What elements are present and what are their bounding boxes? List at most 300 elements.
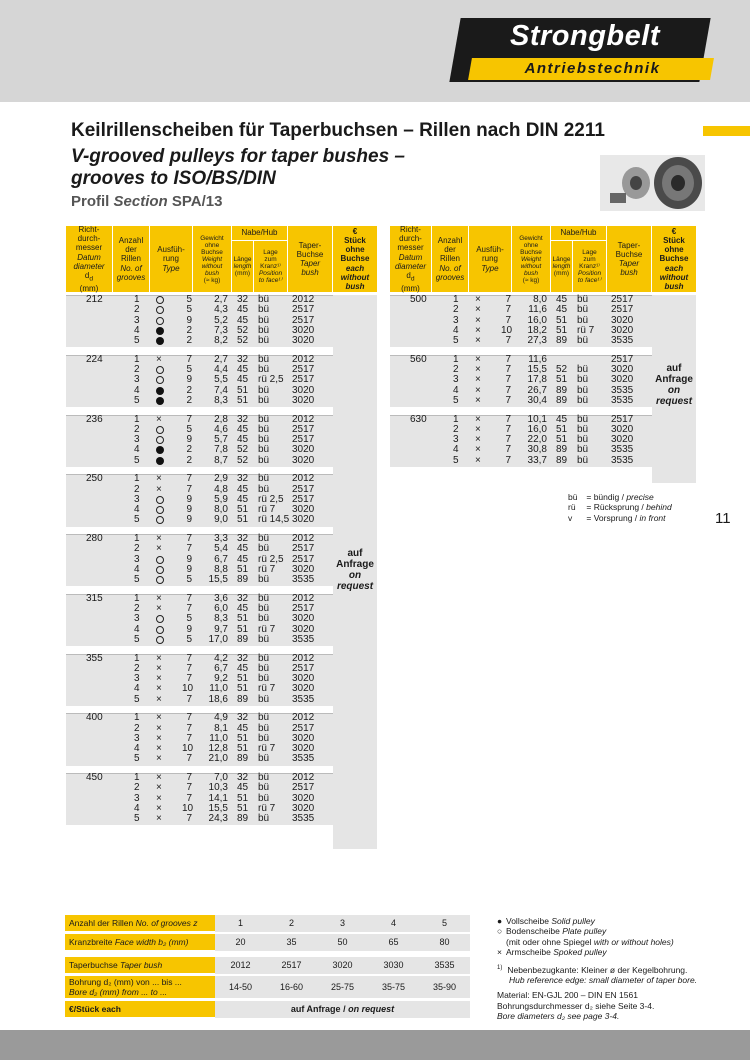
position-value: bü: [258, 813, 270, 824]
header-weight-text: ohne: [204, 241, 220, 249]
groove-count: 4: [453, 444, 459, 456]
length-value: 45: [237, 304, 249, 316]
taper-bush-value: 3020: [292, 514, 315, 526]
groove-count: 3: [453, 374, 459, 386]
header-price-text: ohne: [345, 245, 365, 255]
weight-value: 7,0: [214, 772, 228, 783]
bottom-label-en: Face width b₂ (mm): [114, 937, 189, 947]
groove-count: 1: [453, 294, 459, 305]
plate-pulley-icon: [156, 516, 164, 524]
type-legend: [497, 916, 697, 1021]
length-value: 45: [237, 722, 249, 734]
bottom-label-face-width: [65, 934, 215, 950]
length-value: 45: [237, 374, 249, 386]
table-row: [66, 684, 333, 694]
weight-value: 4,8: [214, 483, 228, 495]
groove-count: 2: [134, 782, 140, 794]
header-lage-text: to face¹⁾: [258, 277, 283, 284]
groove-count: 3: [453, 314, 459, 326]
position-value: bü: [577, 374, 589, 386]
header-type-text: Type: [481, 263, 499, 273]
position-value: bü: [258, 434, 270, 445]
spoked-pulley-icon: ×: [156, 753, 162, 765]
weight-value: 10,1: [527, 413, 547, 425]
abbr-key: bü: [568, 492, 578, 502]
groove-count: 5: [134, 693, 140, 705]
table-row: [66, 575, 333, 585]
weight-value: 8,1: [214, 722, 228, 734]
header-weight: [512, 226, 550, 292]
plate-pulley-icon: [156, 306, 164, 314]
type-code: 7: [186, 753, 192, 765]
weight-value: 24,3: [208, 813, 228, 824]
groove-count: 4: [453, 324, 459, 336]
length-value: 45: [237, 553, 249, 565]
spoked-pulley-icon: ×: [156, 792, 162, 804]
header-taper-text: bush: [301, 268, 319, 278]
table-row: [66, 375, 333, 385]
price-note-line: request: [655, 396, 693, 407]
header-lage: [573, 241, 606, 292]
type-legend-item: [497, 926, 697, 936]
type-code: 7: [186, 792, 192, 804]
length-value: 51: [237, 613, 249, 625]
header-lage-text: Position: [258, 270, 283, 277]
taper-bush-value: 3020: [292, 563, 315, 575]
type-code: 7: [186, 772, 192, 783]
price-en: on request: [348, 1004, 395, 1014]
bottom-row-taper-bush: [65, 957, 470, 974]
type-legend-de: Bodenscheibe: [506, 926, 563, 937]
plate-pulley-icon: [156, 636, 164, 644]
plate-pulley-icon: [156, 626, 164, 634]
type-code: 7: [186, 483, 192, 495]
header-grooves-text: der: [444, 245, 456, 255]
taper-bush-value: 2012: [292, 772, 315, 783]
length-value: 51: [237, 802, 249, 814]
header-lage-text: Kranz¹⁾: [260, 263, 281, 270]
header-price-text: each: [664, 263, 684, 273]
spoked-pulley-icon: ×: [156, 782, 162, 794]
plate-pulley-icon: [156, 366, 164, 374]
weight-value: 5,9: [214, 493, 228, 505]
weight-value: 5,4: [214, 543, 228, 555]
weight-value: 16,0: [527, 423, 547, 435]
length-value: 32: [237, 533, 249, 544]
bottom-label-en: Bore d₂ (mm) from ... to ...: [69, 987, 168, 997]
table-row: [66, 713, 333, 723]
bottom-cell: 35-75: [368, 976, 419, 998]
page-number: 11: [715, 510, 731, 527]
bottom-cell: 16-60: [266, 976, 317, 998]
position-value: bü: [258, 314, 270, 326]
solid-pulley-icon: [156, 337, 164, 345]
length-value: 51: [237, 504, 249, 515]
header-lage-text: Position: [577, 270, 602, 277]
header-price-text: each: [345, 263, 365, 273]
taper-bush-value: 3535: [611, 384, 634, 396]
type-legend-de: Armscheibe: [506, 947, 554, 958]
weight-value: 6,7: [214, 553, 228, 565]
table-row: [66, 754, 333, 764]
groove-count: 5: [453, 394, 459, 406]
weight-value: 3,6: [214, 592, 228, 604]
length-value: 89: [556, 444, 568, 456]
footnote-en: Hub reference edge: small diameter of taper bore.: [509, 974, 698, 985]
groove-count: 2: [134, 662, 140, 674]
length-value: 51: [237, 384, 249, 396]
header-length: [551, 241, 572, 292]
type-legend-en: with or without holes): [593, 936, 674, 947]
bottom-cell: 20: [215, 934, 266, 951]
length-value: 51: [237, 394, 249, 406]
groove-count: 2: [134, 364, 140, 375]
position-value: bü: [258, 454, 270, 466]
type-code: 7: [505, 314, 511, 326]
groove-count: 2: [134, 603, 140, 614]
taper-bush-value: 3020: [292, 504, 315, 515]
position-value: bü: [258, 533, 270, 544]
length-value: 89: [556, 454, 568, 466]
length-value: 51: [237, 683, 249, 695]
solid-pulley-icon: [156, 397, 164, 405]
header-type-text: Ausfüh-: [476, 245, 504, 255]
bottom-row-face-width: [65, 934, 470, 951]
taper-bush-value: 3535: [611, 394, 634, 406]
weight-value: 8,7: [214, 454, 228, 466]
groove-count: 4: [134, 802, 140, 814]
position-value: bü: [258, 473, 270, 485]
header-length-text: (mm): [234, 270, 251, 277]
type-code: 9: [186, 314, 192, 326]
position-value: bü: [258, 792, 270, 804]
type-code: 2: [186, 335, 192, 346]
header-weight-text: bush: [523, 269, 539, 277]
groove-count: 2: [453, 304, 459, 316]
header-taper-text: Buchse: [296, 249, 324, 259]
page-title-en: [71, 146, 405, 190]
page-title-en-line2: grooves to ISO/BS/DIN: [71, 168, 276, 189]
taper-bush-value: 3020: [292, 613, 315, 625]
price-note-line: Anfrage: [336, 559, 374, 570]
spoked-pulley-icon: ×: [156, 802, 162, 814]
taper-bush-value: 3535: [611, 335, 634, 346]
type-code: 10: [182, 743, 194, 754]
header-taper: [288, 226, 332, 292]
table-row: [390, 375, 652, 385]
weight-value: 27,3: [527, 335, 547, 346]
groove-count: 3: [134, 314, 140, 326]
position-value: rü 2,5: [258, 493, 284, 505]
abbr-eq: =: [584, 502, 594, 513]
position-value: bü: [577, 444, 589, 456]
bottom-cell: 65: [368, 934, 419, 951]
plate-pulley-icon: [156, 556, 164, 564]
header-nabe: Nabe/Hub: [551, 226, 606, 240]
weight-value: 30,4: [527, 394, 547, 406]
taper-bush-value: 3535: [611, 444, 634, 456]
weight-value: 11,6: [528, 304, 547, 316]
position-value: bü: [577, 434, 589, 445]
weight-value: 17,0: [208, 633, 228, 645]
length-value: 52: [237, 454, 249, 466]
abbr-key: rü: [568, 502, 576, 513]
spoked-pulley-icon: ×: [475, 444, 481, 456]
table-row: [390, 305, 652, 315]
header-price-text: without: [659, 272, 689, 282]
header-type: [150, 226, 192, 292]
taper-bush-value: 2517: [292, 364, 315, 375]
table-row: [66, 396, 333, 406]
taper-bush-value: 2517: [292, 483, 315, 495]
position-value: bü: [258, 652, 270, 664]
bottom-row-grooves: [65, 915, 470, 932]
header-length-text: Länge: [233, 256, 252, 263]
length-value: 32: [237, 353, 249, 365]
header-type-text: Type: [162, 263, 180, 273]
type-code: 7: [505, 384, 511, 396]
bottom-cell: 5: [419, 915, 470, 932]
spoked-pulley-icon: ×: [156, 712, 162, 724]
brand-tagline: Antriebstechnik: [524, 60, 661, 77]
plate-pulley-icon: [156, 566, 164, 574]
position-value: bü: [577, 364, 589, 375]
price-note-line: Anfrage: [655, 374, 693, 385]
position-value: bü: [258, 772, 270, 783]
taper-bush-value: 2012: [292, 473, 315, 485]
bottom-row-price: [65, 1001, 470, 1018]
type-code: 7: [505, 434, 511, 445]
spoked-pulley-icon: ×: [475, 413, 481, 425]
bottom-label-de: Bohrung d₂ (mm) von ... bis ...: [69, 977, 182, 987]
bottom-cell: 25-75: [317, 976, 368, 998]
spoked-pulley-icon: ×: [475, 364, 481, 375]
taper-bush-value: 2517: [611, 304, 634, 316]
spoked-pulley-icon: ×: [156, 772, 162, 783]
type-code: 7: [505, 304, 511, 316]
abbreviation-item: [568, 513, 672, 523]
spoked-pulley-icon: ×: [156, 413, 162, 425]
weight-value: 15,5: [208, 802, 228, 814]
type-code: 10: [182, 683, 194, 695]
taper-bush-value: 3020: [292, 743, 315, 754]
header-weight-text: Weight: [201, 255, 223, 263]
taper-bush-value: 3020: [611, 324, 634, 336]
length-value: 45: [556, 304, 568, 316]
header-diameter-text: Datum: [398, 252, 423, 262]
header-length: [232, 241, 253, 292]
table-row: [390, 445, 652, 455]
type-legend-de: Vollscheibe: [506, 916, 552, 926]
bottom-row-bore: [65, 976, 470, 998]
bottom-cell: 2517: [266, 957, 317, 974]
length-value: 32: [237, 294, 249, 305]
taper-bush-value: 3020: [292, 454, 315, 466]
taper-bush-value: 3020: [292, 335, 315, 346]
weight-value: 33,7: [527, 454, 547, 466]
header-diameter-text: Datum: [77, 252, 101, 262]
weight-value: 2,7: [214, 353, 228, 365]
spoked-pulley-icon: ×: [156, 673, 162, 684]
profile-label-en: Section: [113, 193, 168, 210]
spoked-pulley-icon: ×: [156, 353, 162, 365]
profile-value: SPA/13: [171, 193, 223, 210]
position-value: bü: [258, 413, 270, 425]
length-value: 51: [237, 623, 249, 635]
spoked-pulley-icon: ×: [475, 394, 481, 406]
groove-count: 4: [134, 384, 140, 396]
spoked-pulley-icon: ×: [156, 603, 162, 614]
position-value: rü 14,5: [258, 514, 290, 526]
weight-value: 15,5: [527, 364, 547, 375]
spoked-pulley-icon: ×: [156, 693, 162, 705]
bottom-label-price: [65, 1001, 215, 1017]
header-lage-text: zum: [264, 256, 277, 263]
table-row: [66, 456, 333, 466]
spoked-pulley-icon: ×: [156, 732, 162, 744]
groove-count: 1: [134, 533, 140, 544]
groove-count: 3: [134, 493, 140, 505]
bottom-cell: 50: [317, 934, 368, 951]
type-code: 2: [186, 324, 192, 336]
position-value: bü: [258, 722, 270, 734]
taper-bush-value: 2517: [292, 782, 315, 794]
taper-bush-value: 3535: [292, 813, 315, 824]
header-weight-text: Weight: [520, 255, 542, 263]
type-code: 7: [505, 353, 511, 365]
length-value: 32: [237, 413, 249, 425]
position-value: bü: [577, 384, 589, 396]
type-code: 7: [186, 732, 192, 744]
groove-count: 1: [134, 473, 140, 485]
abbr-en: precise: [626, 492, 654, 502]
groove-count: 1: [134, 294, 140, 305]
plate-pulley-icon: [156, 436, 164, 444]
groove-count: 2: [134, 543, 140, 555]
groove-count: 5: [134, 514, 140, 526]
spoked-pulley-icon: ×: [475, 374, 481, 386]
price-note-line: on: [348, 570, 362, 581]
position-value: bü: [258, 712, 270, 724]
page-title-en-line1: V-grooved pulleys for taper bushes –: [71, 146, 405, 167]
header-grooves: [113, 226, 149, 292]
groove-count: 4: [134, 743, 140, 754]
bottom-label-en: No. of grooves z: [135, 918, 198, 928]
type-legend-en: Plate pulley: [562, 926, 607, 937]
weight-value: 3,3: [214, 533, 228, 544]
position-value: bü: [258, 603, 270, 614]
table-row: [66, 814, 333, 824]
taper-bush-value: 3535: [611, 454, 634, 466]
type-code: 7: [505, 394, 511, 406]
header-price-text: Buchse: [340, 254, 370, 264]
header-weight-text: ohne: [523, 241, 539, 249]
taper-bush-value: 2517: [292, 434, 315, 445]
spoked-pulley-icon: ×: [475, 335, 481, 346]
header-weight-text: without: [520, 262, 542, 270]
bottom-label-taper-bush: [65, 957, 215, 973]
bottom-cell: 1: [215, 915, 266, 932]
position-value: rü 7: [258, 563, 276, 575]
type-code: 7: [186, 662, 192, 674]
spoked-pulley-icon: ×: [475, 454, 481, 466]
header-diameter-text: diameter: [73, 261, 105, 271]
weight-value: 9,2: [214, 673, 228, 684]
groove-count: 1: [453, 353, 459, 365]
groove-count: 2: [134, 304, 140, 316]
diameter-value: 315: [86, 592, 103, 604]
diameter-value: 236: [86, 413, 103, 425]
type-code: 7: [505, 335, 511, 346]
position-value: bü: [577, 454, 589, 466]
type-legend-en: Solid pulley: [551, 916, 595, 926]
diameter-value: 280: [86, 533, 103, 544]
position-value: bü: [258, 732, 270, 744]
header-taper-text: Taper: [618, 259, 640, 268]
position-value: rü 7: [258, 504, 276, 515]
bottom-cell: 2012: [215, 957, 266, 974]
spoked-pulley-icon: ×: [475, 434, 481, 445]
groove-count: 3: [134, 673, 140, 684]
taper-bush-value: 2012: [292, 413, 315, 425]
type-code: 9: [186, 504, 192, 515]
weight-value: 5,5: [214, 374, 228, 386]
diameter-value: 630: [410, 413, 427, 425]
length-value: 45: [556, 294, 568, 305]
header-diameter-text: messer: [75, 243, 103, 253]
bottom-cell: 2: [266, 915, 317, 932]
weight-value: 8,3: [214, 613, 228, 625]
taper-bush-value: 3020: [292, 394, 315, 406]
page-title-de: Keilrillenscheiben für Taperbuchsen – Rillen nach DIN 2211: [71, 120, 605, 141]
weight-value: 8,3: [214, 394, 228, 406]
header-price: [652, 226, 696, 292]
bottom-cell: 80: [419, 934, 470, 951]
type-code: 7: [505, 444, 511, 456]
type-code: 7: [505, 374, 511, 386]
taper-bush-value: 3020: [611, 314, 634, 326]
diameter-value: 500: [410, 294, 427, 305]
taper-bush-value: 3020: [292, 732, 315, 744]
table-row: [66, 544, 333, 554]
length-value: 89: [237, 633, 249, 645]
header-taper-text: Taper-: [298, 240, 322, 250]
weight-value: 16,0: [527, 314, 547, 326]
taper-bush-value: 3020: [611, 374, 634, 386]
plate-pulley-icon: [156, 576, 164, 584]
groove-count: 3: [134, 613, 140, 625]
weight-value: 26,7: [527, 384, 547, 396]
abbreviation-item: [568, 492, 672, 502]
length-value: 51: [556, 434, 568, 445]
header-lage-text: Lage: [582, 249, 597, 256]
header-weight-text: (≈ kg): [522, 276, 540, 284]
taper-bush-value: 2517: [292, 543, 315, 555]
taper-bush-value: 3020: [611, 364, 634, 375]
header-diameter-text: $d_d$: [406, 271, 415, 283]
price-note-line: auf: [666, 363, 682, 374]
position-value: bü: [258, 662, 270, 674]
header-diameter-text: diameter: [394, 261, 427, 271]
groove-count: 4: [134, 683, 140, 695]
position-value: bü: [577, 314, 589, 326]
position-value: bü: [258, 304, 270, 316]
length-value: 51: [556, 324, 568, 336]
bottom-cell: 35: [266, 934, 317, 951]
header-grooves-text: grooves: [435, 272, 465, 282]
abbr-key: v: [568, 512, 573, 523]
spoked-pulley-icon: ×: [156, 533, 162, 544]
